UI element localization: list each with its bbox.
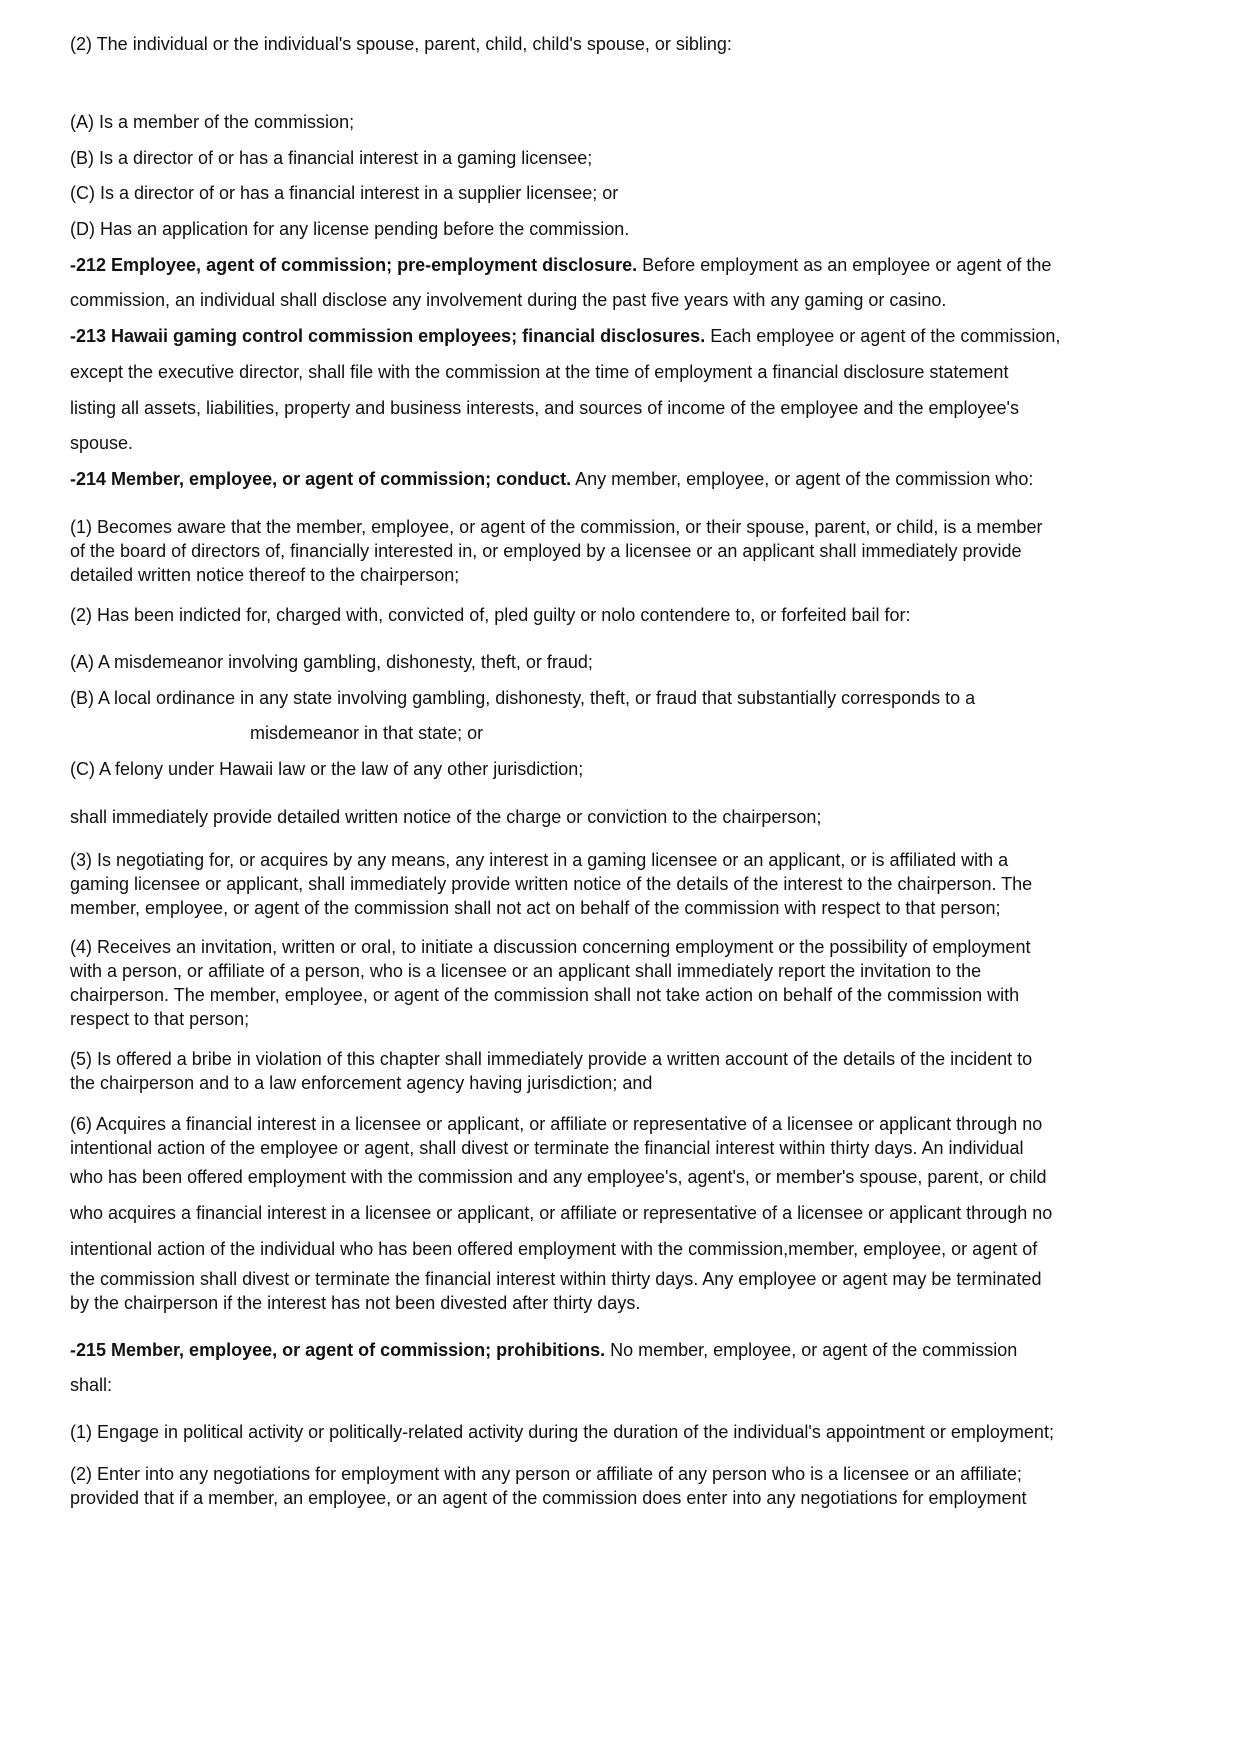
text-line: misdemeanor in that state; or	[250, 723, 484, 743]
text-line: except the executive director, shall file with the commission at the time of employment a financial disclosure statement	[70, 362, 1009, 382]
text-line: shall:	[70, 1375, 113, 1395]
text-line: intentional action of the individual who has been offered employment with the commission,member, employee, or agent of	[70, 1239, 1038, 1259]
section-213-heading	[70, 325, 1060, 347]
text-line: intentional action of the employee or agent, shall divest or terminate the financial interest within thirty days. An individual	[70, 1138, 1024, 1158]
text-line: respect to that person;	[70, 1009, 250, 1029]
text-line: (A) A misdemeanor involving gambling, dishonesty, theft, or fraud;	[70, 652, 593, 672]
text-line: the chairperson and to a law enforcement agency having jurisdiction; and	[70, 1073, 653, 1093]
text-line: who has been offered employment with the commission and any employee's, agent's, or member's spouse, parent, or child	[70, 1167, 1047, 1187]
text-line: (2) Enter into any negotiations for employment with any person or affiliate of any person who is a licensee or an affiliate;	[70, 1464, 1022, 1484]
text-line: listing all assets, liabilities, property and business interests, and sources of income of the employee and the employee's	[70, 398, 1019, 418]
text-line: gaming licensee or applicant, shall immediately provide written notice of the details of the interest to the chairperson. The	[70, 874, 1033, 894]
text-line: (B) A local ordinance in any state involving gambling, dishonesty, theft, or fraud that substantially corresponds to a	[70, 688, 976, 708]
text-line: (2) Has been indicted for, charged with, convicted of, pled guilty or nolo contendere to, or forfeited bail for:	[70, 605, 911, 625]
text-line: (A) Is a member of the commission;	[70, 112, 355, 132]
text-line: the commission shall divest or terminate the financial interest within thirty days. Any employee or agent may be terminated	[70, 1269, 1042, 1289]
text-line: (C) Is a director of or has a financial interest in a supplier licensee; or	[70, 183, 619, 203]
section-212-title: -212 Employee, agent of commission; pre-employment disclosure.	[70, 255, 638, 275]
text-line: member, employee, or agent of the commission shall not act on behalf of the commission with respect to that person;	[70, 898, 1001, 918]
text-line: (C) A felony under Hawaii law or the law of any other jurisdiction;	[70, 759, 584, 779]
section-212-text: Before employment as an employee or agent of the	[637, 255, 1052, 275]
section-215-heading	[70, 1339, 1017, 1361]
text-line: (4) Receives an invitation, written or oral, to initiate a discussion concerning employment or the possibility of employment	[70, 937, 1031, 957]
text-line: (1) Becomes aware that the member, employee, or agent of the commission, or their spouse, parent, or child, is a member	[70, 517, 1043, 537]
text-line: provided that if a member, an employee, or an agent of the commission does enter into any negotiations for employment	[70, 1488, 1027, 1508]
text-line: detailed written notice thereof to the chairperson;	[70, 565, 460, 585]
text-line: shall immediately provide detailed written notice of the charge or conviction to the chairperson;	[70, 807, 822, 827]
text-line: (B) Is a director of or has a financial interest in a gaming licensee;	[70, 148, 593, 168]
text-line: (D) Has an application for any license pending before the commission.	[70, 219, 630, 239]
text-line: who acquires a financial interest in a licensee or applicant, or affiliate or representative of a licensee or applicant through no	[70, 1203, 1053, 1223]
section-214-text: Any member, employee, or agent of the commission who:	[571, 469, 1034, 489]
section-212-heading	[70, 254, 1051, 276]
section-215-text: No member, employee, or agent of the commission	[605, 1340, 1018, 1360]
section-214-heading	[70, 468, 1033, 490]
text-line: (6) Acquires a financial interest in a licensee or applicant, or affiliate or representative of a licensee or applicant through no	[70, 1114, 1043, 1134]
text-line: spouse.	[70, 433, 134, 453]
section-214-title: -214 Member, employee, or agent of commission; conduct.	[70, 469, 572, 489]
text-line: by the chairperson if the interest has not been divested after thirty days.	[70, 1293, 641, 1313]
text-line: chairperson. The member, employee, or agent of the commission shall not take action on behalf of the commission with	[70, 985, 1020, 1005]
text-line: with a person, or affiliate of a person, who is a licensee or an applicant shall immediately report the invitation to the	[70, 961, 982, 981]
section-215-title: -215 Member, employee, or agent of commission; prohibitions.	[70, 1340, 606, 1360]
text-line: (2) The individual or the individual's spouse, parent, child, child's spouse, or sibling:	[70, 34, 732, 54]
text-line: (3) Is negotiating for, or acquires by any means, any interest in a gaming licensee or an applicant, or is affiliated with a	[70, 850, 1009, 870]
text-line: commission, an individual shall disclose any involvement during the past five years with any gaming or casino.	[70, 290, 947, 310]
section-213-text: Each employee or agent of the commission,	[705, 326, 1061, 346]
section-213-title: -213 Hawaii gaming control commission employees; financial disclosures.	[70, 326, 706, 346]
text-line: (1) Engage in political activity or politically-related activity during the duration of the individual's appointment or employment;	[70, 1422, 1054, 1442]
text-line: (5) Is offered a bribe in violation of this chapter shall immediately provide a written account of the details of the incident to	[70, 1049, 1033, 1069]
text-line: of the board of directors of, financially interested in, or employed by a licensee or an applicant shall immediately provide	[70, 541, 1022, 561]
